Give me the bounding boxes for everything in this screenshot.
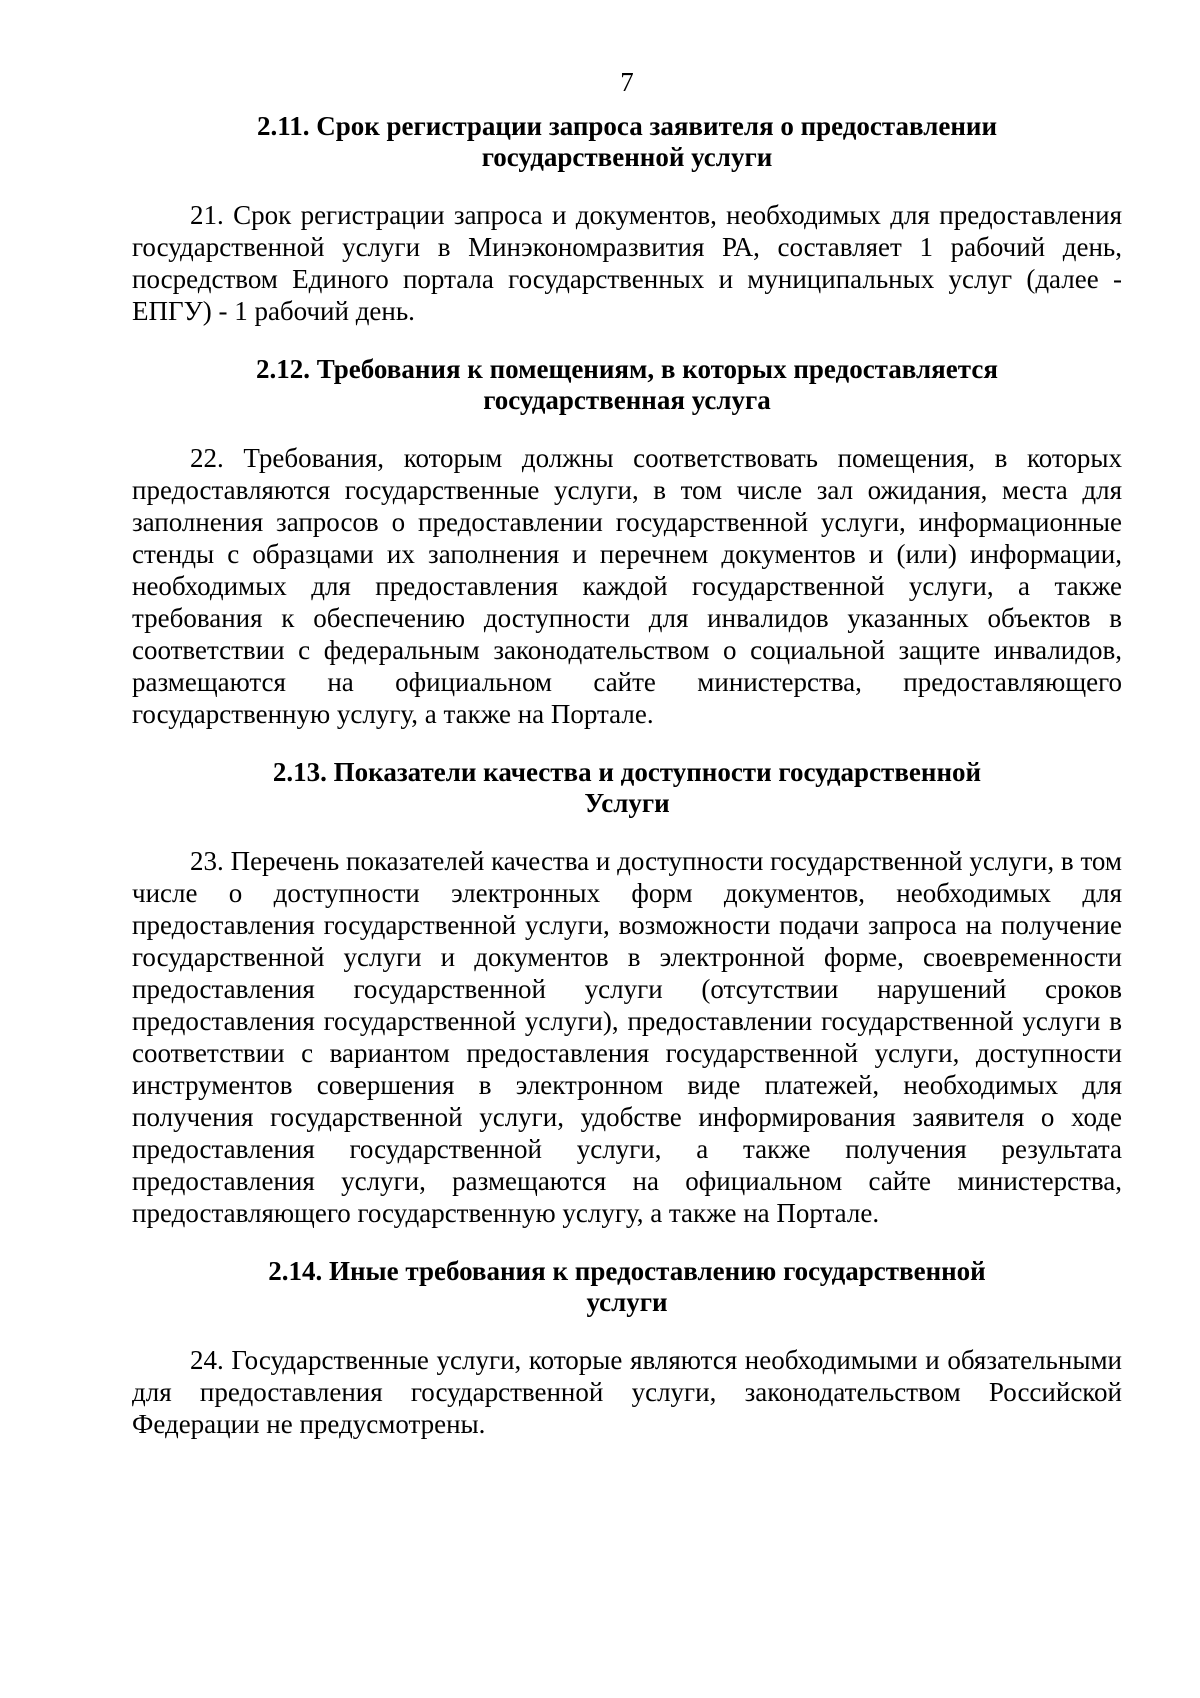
section-title — [132, 1256, 1122, 1318]
section-title-line: 2.11. Срок регистрации запроса заявителя о предоставлении — [256, 111, 998, 141]
paragraph-21: 21. Срок регистрации запроса и документов, необходимых для предоставления государственной услуги в Минэкономразвития РА, составляет 1 рабочий день, посредством Единого портала государственных и муниципальных услуг (далее - ЕПГУ) - 1 рабочий день. — [132, 200, 1122, 326]
section-title — [132, 354, 1122, 416]
page-number: 7 — [620, 67, 634, 97]
section-2-11 — [132, 111, 1122, 354]
section-title — [132, 111, 1122, 173]
section-title-line: государственная услуга — [483, 385, 771, 415]
section-title-line: Услуги — [584, 788, 670, 818]
paragraph-23: 23. Перечень показателей качества и доступности государственной услуги, в том числе о доступности электронных форм документов, необходимых для предоставления государственной услуги, возможности подачи запроса на получение государственной услуги и документов в электронной форме, своевременности предоставления государственной услуги (отсутствии нарушений сроков предоставления государственной услуги), предоставлении государственной услуги в соответствии с вариантом предоставления государственной услуги, доступности инструментов совершения в электронном виде платежей, необходимых для получения государственной услуги, удобстве информирования заявителя о ходе предоставления государственной услуги, а также получения результата предоставления услуги, размещаются на официальном сайте министерства, предоставляющего государственную услугу, а также на Портале. — [132, 846, 1122, 1228]
section-2-12 — [132, 354, 1122, 757]
section-title-line: услуги — [586, 1287, 668, 1317]
section-title-line: государственной услуги — [481, 142, 773, 172]
section-title-line: 2.12. Требования к помещениям, в которых предоставляется — [256, 354, 998, 384]
section-title-line: 2.14. Иные требования к предоставлению государственной — [268, 1256, 986, 1286]
section-2-13 — [132, 757, 1122, 1256]
section-title — [132, 757, 1122, 819]
paragraph-22: 22. Требования, которым должны соответствовать помещения, в которых предоставляются государственные услуги, в том числе зал ожидания, места для заполнения запросов о предоставлении государственной услуги, информационные стенды с образцами их заполнения и перечнем документов и (или) информации, необходимых для предоставления каждой государственной услуги, а также требования к обеспечению доступности для инвалидов указанных объектов в соответствии с федеральным законодательством о социальной защите инвалидов, размещаются на официальном сайте министерства, предоставляющего государственную услугу, а также на Портале. — [132, 443, 1122, 729]
section-title-line: 2.13. Показатели качества и доступности государственной — [272, 757, 982, 787]
section-2-14 — [132, 1256, 1122, 1440]
document-page — [132, 66, 1122, 1440]
paragraph-24: 24. Государственные услуги, которые являются необходимыми и обязательными для предоставления государственной услуги, законодательством Российской Федерации не предусмотрены. — [132, 1345, 1122, 1439]
